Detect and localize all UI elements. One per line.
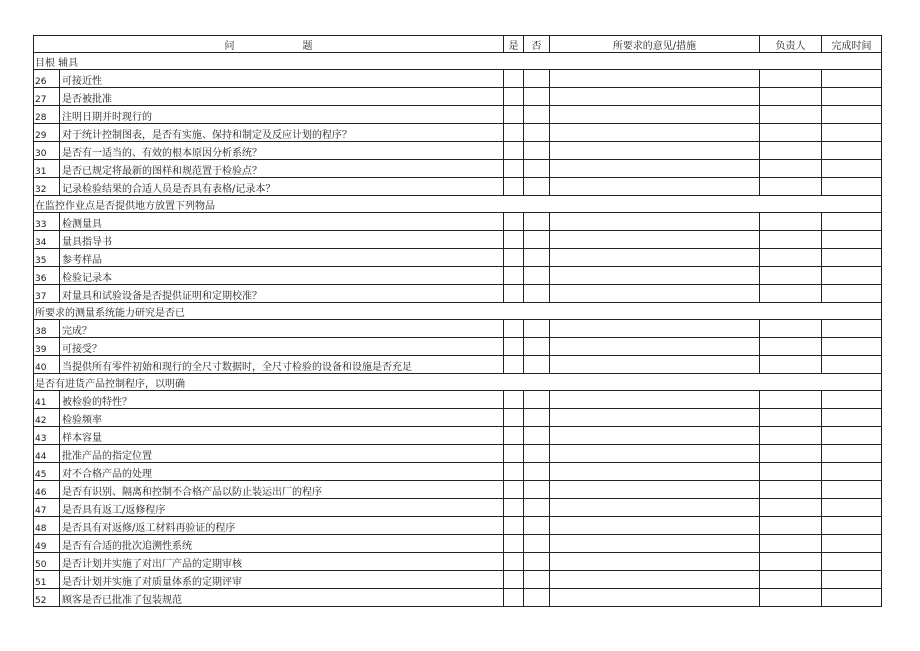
opinion-cell[interactable] [550,499,760,517]
opinion-cell[interactable] [550,445,760,463]
yes-cell[interactable] [504,553,524,571]
owner-cell[interactable] [760,589,822,607]
owner-cell[interactable] [760,553,822,571]
due-date-cell[interactable] [822,356,882,374]
question-header-char-2: 题 [302,40,313,52]
item-number: 41 [34,391,60,409]
question-text: 参考样品 [60,249,504,267]
yes-cell[interactable] [504,142,524,160]
due-date-cell[interactable] [822,106,882,124]
table-row [34,517,882,535]
opinion-cell[interactable] [550,517,760,535]
yes-cell[interactable] [504,320,524,338]
no-cell[interactable] [524,427,550,445]
table-row [34,481,882,499]
item-number: 42 [34,409,60,427]
opinion-cell[interactable] [550,356,760,374]
yes-cell[interactable] [504,427,524,445]
table-row [34,142,882,160]
question-text: 完成？ [60,320,504,338]
question-text: 可接受？ [60,338,504,356]
section-heading: 在监控作业点是否提供地方放置下列物品 [34,196,882,213]
question-text: 被检验的特性？ [60,391,504,409]
section-heading: 目根 辅具 [34,53,882,70]
no-cell[interactable] [524,517,550,535]
yes-cell[interactable] [504,356,524,374]
item-number: 32 [34,178,60,196]
owner-cell[interactable] [760,267,822,285]
owner-cell[interactable] [760,445,822,463]
yes-cell[interactable] [504,463,524,481]
no-cell[interactable] [524,231,550,249]
table-row [34,178,882,196]
question-text: 是否已规定将最新的图样和规范置于检验点？ [60,160,504,178]
no-cell[interactable] [524,499,550,517]
owner-cell[interactable] [760,535,822,553]
no-cell[interactable] [524,124,550,142]
no-cell[interactable] [524,409,550,427]
no-cell[interactable] [524,338,550,356]
yes-cell[interactable] [504,249,524,267]
question-text: 是否具有对返修/返工材料再验证的程序 [60,517,504,535]
yes-cell[interactable] [504,445,524,463]
item-number: 50 [34,553,60,571]
table-row [34,535,882,553]
section-row [34,374,882,391]
item-number: 46 [34,481,60,499]
due-date-cell[interactable] [822,249,882,267]
opinion-cell[interactable] [550,213,760,231]
question-text: 是否有一适当的、有效的根本原因分析系统？ [60,142,504,160]
due-date-cell[interactable] [822,267,882,285]
yes-cell[interactable] [504,160,524,178]
section-heading: 所要求的测量系统能力研究是否已 [34,303,882,320]
table-row [34,231,882,249]
due-date-cell[interactable] [822,88,882,106]
table-row [34,571,882,589]
owner-cell[interactable] [760,213,822,231]
due-date-cell[interactable] [822,589,882,607]
item-number: 48 [34,517,60,535]
table-row [34,267,882,285]
opinion-cell[interactable] [550,88,760,106]
owner-cell[interactable] [760,106,822,124]
opinion-cell[interactable] [550,320,760,338]
table-row [34,88,882,106]
due-date-cell[interactable] [822,160,882,178]
due-date-cell[interactable] [822,409,882,427]
table-row [34,463,882,481]
item-number: 28 [34,106,60,124]
question-text: 是否计划并实施了对出厂产品的定期审核 [60,553,504,571]
due-date-cell[interactable] [822,391,882,409]
due-date-cell[interactable] [822,231,882,249]
due-date-cell[interactable] [822,553,882,571]
table-row [34,391,882,409]
yes-cell[interactable] [504,481,524,499]
yes-cell[interactable] [504,517,524,535]
opinion-cell[interactable] [550,535,760,553]
no-cell[interactable] [524,589,550,607]
question-text: 可接近性 [60,70,504,88]
owner-cell[interactable] [760,285,822,303]
yes-column-header: 是 [504,36,524,53]
due-date-column-header: 完成时间 [822,36,882,53]
opinion-cell[interactable] [550,338,760,356]
opinion-cell[interactable] [550,285,760,303]
question-text: 是否计划并实施了对质量体系的定期评审 [60,571,504,589]
due-date-cell[interactable] [822,178,882,196]
question-column-header [34,36,504,53]
owner-cell[interactable] [760,571,822,589]
opinion-cell[interactable] [550,142,760,160]
question-text: 是否有合适的批次追溯性系统 [60,535,504,553]
question-text: 对不合格产品的处理 [60,463,504,481]
due-date-cell[interactable] [822,213,882,231]
yes-cell[interactable] [504,391,524,409]
no-cell[interactable] [524,391,550,409]
owner-cell[interactable] [760,499,822,517]
owner-cell[interactable] [760,481,822,499]
opinion-cell[interactable] [550,391,760,409]
opinion-cell[interactable] [550,427,760,445]
owner-cell[interactable] [760,231,822,249]
opinion-cell[interactable] [550,106,760,124]
question-text: 对于统计控制图表，是否有实施、保持和制定及反应计划的程序？ [60,124,504,142]
no-cell[interactable] [524,553,550,571]
table-row [34,409,882,427]
section-row [34,196,882,213]
no-cell[interactable] [524,70,550,88]
opinion-cell[interactable] [550,70,760,88]
item-number: 51 [34,571,60,589]
yes-cell[interactable] [504,338,524,356]
due-date-cell[interactable] [822,481,882,499]
yes-cell[interactable] [504,499,524,517]
yes-cell[interactable] [504,409,524,427]
question-text: 顾客是否已批准了包装规范 [60,589,504,607]
owner-cell[interactable] [760,249,822,267]
checklist-body [34,53,882,607]
question-text: 是否被批准 [60,88,504,106]
no-cell[interactable] [524,571,550,589]
owner-cell[interactable] [760,160,822,178]
yes-cell[interactable] [504,285,524,303]
no-cell[interactable] [524,356,550,374]
question-text: 检测量具 [60,213,504,231]
yes-cell[interactable] [504,267,524,285]
no-cell[interactable] [524,320,550,338]
no-column-header: 否 [524,36,550,53]
opinion-cell[interactable] [550,481,760,499]
table-row [34,445,882,463]
owner-cell[interactable] [760,142,822,160]
table-row [34,338,882,356]
opinion-cell[interactable] [550,249,760,267]
audit-checklist-table [33,35,882,607]
item-number: 29 [34,124,60,142]
table-row [34,356,882,374]
owner-cell[interactable] [760,463,822,481]
opinion-cell[interactable] [550,463,760,481]
owner-cell[interactable] [760,320,822,338]
item-number: 44 [34,445,60,463]
question-text: 记录检验结果的合适人员是否具有表格/记录本？ [60,178,504,196]
yes-cell[interactable] [504,178,524,196]
yes-cell[interactable] [504,70,524,88]
due-date-cell[interactable] [822,338,882,356]
no-cell[interactable] [524,160,550,178]
due-date-cell[interactable] [822,517,882,535]
item-number: 37 [34,285,60,303]
owner-column-header: 负责人 [760,36,822,53]
due-date-cell[interactable] [822,70,882,88]
owner-cell[interactable] [760,338,822,356]
opinion-cell[interactable] [550,571,760,589]
due-date-cell[interactable] [822,499,882,517]
opinion-cell[interactable] [550,589,760,607]
opinion-cell[interactable] [550,160,760,178]
item-number: 33 [34,213,60,231]
opinion-cell[interactable] [550,409,760,427]
no-cell[interactable] [524,142,550,160]
table-row [34,249,882,267]
question-text: 量具指导书 [60,231,504,249]
question-text: 注明日期并时现行的 [60,106,504,124]
header-row [34,36,882,53]
opinion-cell[interactable] [550,124,760,142]
question-header-char-1: 问 [224,40,235,52]
yes-cell[interactable] [504,231,524,249]
item-number: 27 [34,88,60,106]
owner-cell[interactable] [760,124,822,142]
yes-cell[interactable] [504,106,524,124]
section-row [34,303,882,320]
table-row [34,70,882,88]
yes-cell[interactable] [504,213,524,231]
due-date-cell[interactable] [822,571,882,589]
opinion-cell[interactable] [550,231,760,249]
item-number: 39 [34,338,60,356]
table-row [34,124,882,142]
item-number: 45 [34,463,60,481]
yes-cell[interactable] [504,589,524,607]
item-number: 43 [34,427,60,445]
due-date-cell[interactable] [822,142,882,160]
item-number: 49 [34,535,60,553]
table-row [34,499,882,517]
table-row [34,285,882,303]
yes-cell[interactable] [504,571,524,589]
due-date-cell[interactable] [822,535,882,553]
question-text: 是否有识别、隔离和控制不合格产品以防止装运出厂的程序 [60,481,504,499]
question-text: 是否具有返工/返修程序 [60,499,504,517]
yes-cell[interactable] [504,88,524,106]
section-heading: 是否有进货产品控制程序，以明确 [34,374,882,391]
no-cell[interactable] [524,249,550,267]
due-date-cell[interactable] [822,445,882,463]
item-number: 26 [34,70,60,88]
owner-cell[interactable] [760,70,822,88]
due-date-cell[interactable] [822,285,882,303]
table-row [34,553,882,571]
yes-cell[interactable] [504,535,524,553]
no-cell[interactable] [524,463,550,481]
no-cell[interactable] [524,213,550,231]
no-cell[interactable] [524,106,550,124]
table-row [34,427,882,445]
due-date-cell[interactable] [822,320,882,338]
table-row [34,589,882,607]
item-number: 31 [34,160,60,178]
owner-cell[interactable] [760,517,822,535]
item-number: 38 [34,320,60,338]
opinion-column-header: 所要求的意见/措施 [550,36,760,53]
due-date-cell[interactable] [822,427,882,445]
due-date-cell[interactable] [822,124,882,142]
question-text: 样本容量 [60,427,504,445]
question-text: 批准产品的指定位置 [60,445,504,463]
item-number: 35 [34,249,60,267]
yes-cell[interactable] [504,124,524,142]
no-cell[interactable] [524,178,550,196]
item-number: 52 [34,589,60,607]
item-number: 30 [34,142,60,160]
item-number: 40 [34,356,60,374]
table-row [34,106,882,124]
owner-cell[interactable] [760,409,822,427]
owner-cell[interactable] [760,178,822,196]
section-row [34,53,882,70]
no-cell[interactable] [524,285,550,303]
table-row [34,160,882,178]
item-number: 36 [34,267,60,285]
no-cell[interactable] [524,267,550,285]
owner-cell[interactable] [760,356,822,374]
question-text: 对量具和试验设备是否提供证明和定期校准？ [60,285,504,303]
owner-cell[interactable] [760,427,822,445]
opinion-cell[interactable] [550,267,760,285]
opinion-cell[interactable] [550,553,760,571]
no-cell[interactable] [524,535,550,553]
question-text: 检验频率 [60,409,504,427]
table-row [34,213,882,231]
table-row [34,320,882,338]
owner-cell[interactable] [760,391,822,409]
no-cell[interactable] [524,445,550,463]
no-cell[interactable] [524,481,550,499]
no-cell[interactable] [524,88,550,106]
item-number: 34 [34,231,60,249]
opinion-cell[interactable] [550,178,760,196]
question-text: 当提供所有零件初始和现行的全尺寸数据时，全尺寸检验的设备和设施是否充足 [60,356,504,374]
owner-cell[interactable] [760,88,822,106]
question-text: 检验记录本 [60,267,504,285]
due-date-cell[interactable] [822,463,882,481]
item-number: 47 [34,499,60,517]
